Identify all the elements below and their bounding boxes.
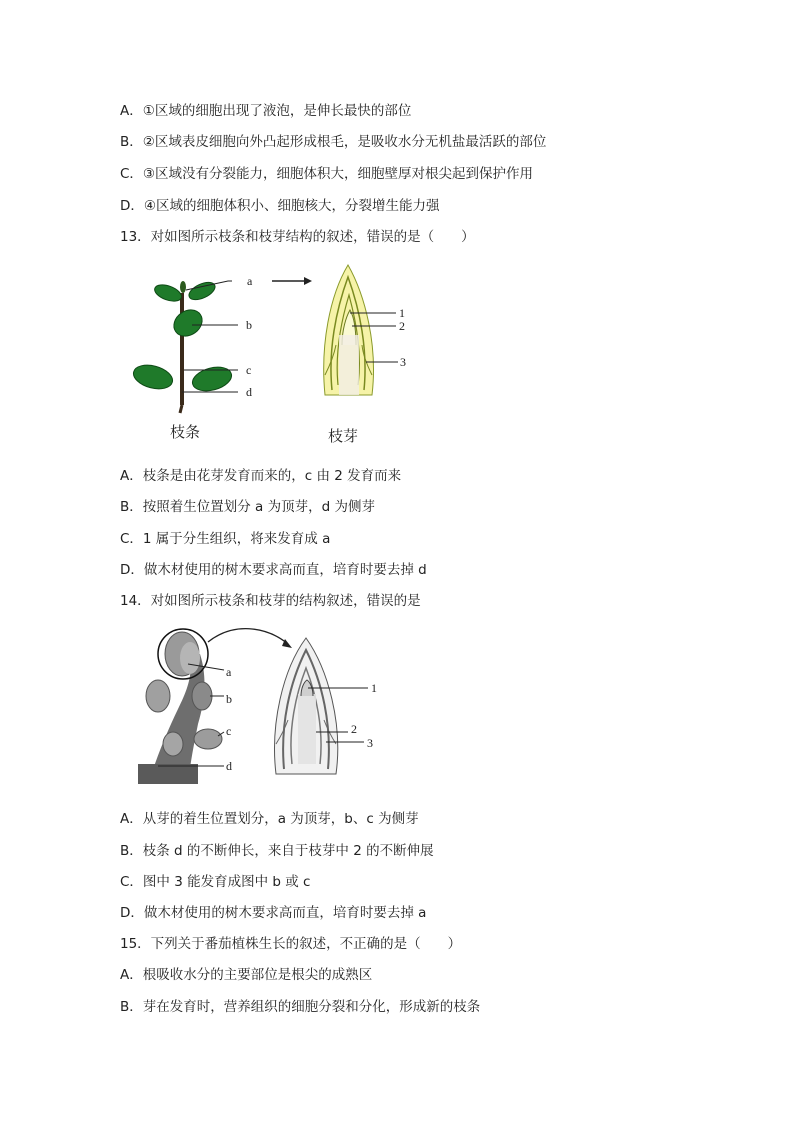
q13-option-c: C．1 属于分生组织，将来发育成 a [120,531,331,547]
q13-figure [120,255,450,450]
q13-branch-label-a: a [247,274,253,288]
q14-branch-label-b: b [226,692,232,706]
q14-branch-label-d: d [226,759,232,773]
q13-bud-illustration [324,265,374,395]
q14-figure [138,624,398,786]
q14-stem: 14．对如图所示枝条和枝芽的结构叙述，错误的是 [120,593,421,609]
q13-caption-branch: 枝条 [170,423,201,441]
q13-bud-label-3: 3 [400,355,406,369]
q15-option-a: A．根吸收水分的主要部位是根尖的成熟区 [120,967,373,983]
q14-bud-label-3: 3 [367,736,373,750]
q14-twig-illustration [138,624,238,784]
q13-caption-bud: 枝芽 [328,427,359,445]
q13-branch-illustration [131,279,234,413]
q13-branch-label-b: b [246,318,252,332]
q14-option-d: D．做木材使用的树木要求高而直，培育时要去掉 a [120,905,427,921]
q14-bud-label-2: 2 [351,722,357,736]
q14-branch-label-c: c [226,724,232,738]
q12-option-a: A．①区域的细胞出现了液泡，是伸长最快的部位 [120,103,412,119]
q13-option-b: B．按照着生位置划分 a 为顶芽，d 为侧芽 [120,499,375,515]
q14-bud-illustration [275,638,338,774]
q13-bud-label-2: 2 [399,319,405,333]
q15-stem: 15．下列关于番茄植株生长的叙述，不正确的是（ ） [120,936,462,952]
q15-option-b: B．芽在发育时，营养组织的细胞分裂和分化，形成新的枝条 [120,999,481,1015]
q13-stem: 13．对如图所示枝条和枝芽结构的叙述，错误的是（ ） [120,229,475,245]
q14-option-b: B．枝条 d 的不断伸长，来自于枝芽中 2 的不断伸展 [120,843,434,859]
q12-option-d: D．④区域的细胞体积小、细胞核大，分裂增生能力强 [120,198,440,214]
q14-branch-label-a: a [226,665,232,679]
q14-option-c: C．图中 3 能发育成图中 b 或 c [120,874,311,890]
q14-bud-label-1: 1 [371,681,377,695]
q12-option-b: B．②区域表皮细胞向外凸起形成根毛，是吸收水分无机盐最活跃的部位 [120,134,547,150]
q14-option-a: A．从芽的着生位置划分，a 为顶芽，b、c 为侧芽 [120,811,419,827]
q13-option-a: A．枝条是由花芽发育而来的，c 由 2 发育而来 [120,468,402,484]
q13-option-d: D．做木材使用的树木要求高而直，培育时要去掉 d [120,562,427,578]
q12-option-c: C．③区域没有分裂能力，细胞体积大，细胞壁厚对根尖起到保护作用 [120,166,534,182]
q13-branch-label-d: d [246,385,252,399]
q13-branch-label-c: c [246,363,252,377]
q13-bud-label-1: 1 [399,306,405,320]
